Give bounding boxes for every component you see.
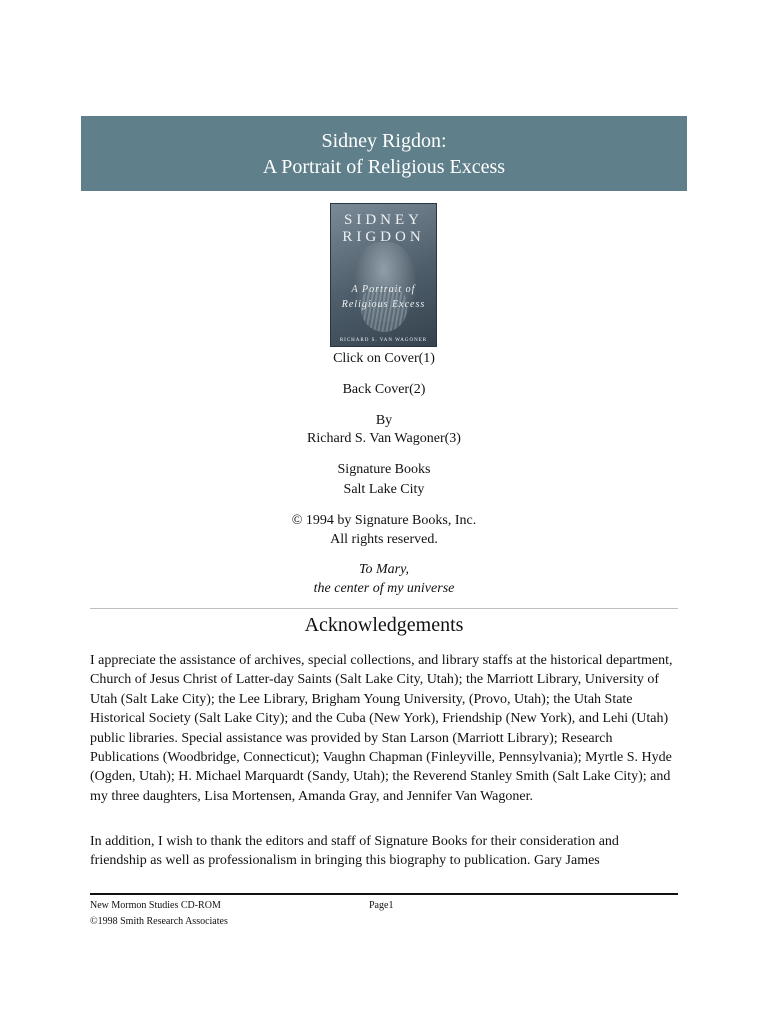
byline-by: By <box>375 413 393 428</box>
acknowledgements-heading: Acknowledgements <box>304 614 464 636</box>
cover-title-line-1: SIDNEY <box>344 212 423 228</box>
footer-copyright: ©1998 Smith Research Associates <box>90 916 228 927</box>
cover-title <box>331 212 436 246</box>
book-cover-image[interactable] <box>330 203 437 347</box>
dedication-line-1: To Mary, <box>358 562 410 577</box>
footer-rule <box>90 893 678 895</box>
rights-line: All rights reserved. <box>330 532 438 547</box>
dedication-line-2: the center of my universe <box>313 581 455 596</box>
title-line-1: Sidney Rigdon: <box>321 129 447 152</box>
cover-subtitle-line-2: Religious Excess <box>341 299 426 310</box>
publisher-city: Salt Lake City <box>343 482 425 497</box>
page-number: Page1 <box>369 900 394 911</box>
acknowledgements-paragraph-2: In addition, I wish to thank the editors and staff of Signature Books for their consideration and friendship as well as professionalism in bringing this biography to publication. Gary James <box>90 834 619 869</box>
publisher-name: Signature Books <box>337 462 431 477</box>
cover-subtitle <box>331 282 436 312</box>
cover-author: RICHARD S. VAN WAGONER <box>339 338 428 343</box>
footer-source: New Mormon Studies CD-ROM <box>90 900 221 911</box>
author-link[interactable]: Richard S. Van Wagoner(3) <box>307 431 461 446</box>
title-banner <box>81 116 687 191</box>
title-line-2: A Portrait of Religious Excess <box>262 155 506 178</box>
click-on-cover-link[interactable]: Click on Cover(1) <box>333 351 435 366</box>
back-cover-link[interactable]: Back Cover(2) <box>342 382 426 397</box>
section-divider <box>90 608 678 609</box>
copyright-line: © 1994 by Signature Books, Inc. <box>291 513 477 528</box>
cover-subtitle-line-1: A Portrait of <box>351 284 416 295</box>
acknowledgements-paragraph-1: I appreciate the assistance of archives, special collections, and library staffs at the historical department, Church of Jesus Christ of Latter-day Saints (Salt Lake City, Utah); the Marriott Library, University of Utah (Salt Lake City); the Lee Library, Brigham Young University, (Provo, Utah); the Utah State Historical Society (Salt Lake City); and the Cuba (New York), Friendship (New York), and Lehi (Utah) public libraries. Special assistance was provided by Stan Larson (Marriott Library); Research Publications (Woodbridge, Connecticut); Vaughn Chapman (Finleyville, Pennsylvania); Myrtle S. Hyde (Ogden, Utah); H. Michael Marquardt (Sandy, Utah); the Reverend Stanley Smith (Salt Lake City); and my three daughters, Lisa Mortensen, Amanda Gray, and Jennifer Van Wagoner. <box>90 653 673 804</box>
cover-title-line-2: RIGDON <box>342 229 425 245</box>
